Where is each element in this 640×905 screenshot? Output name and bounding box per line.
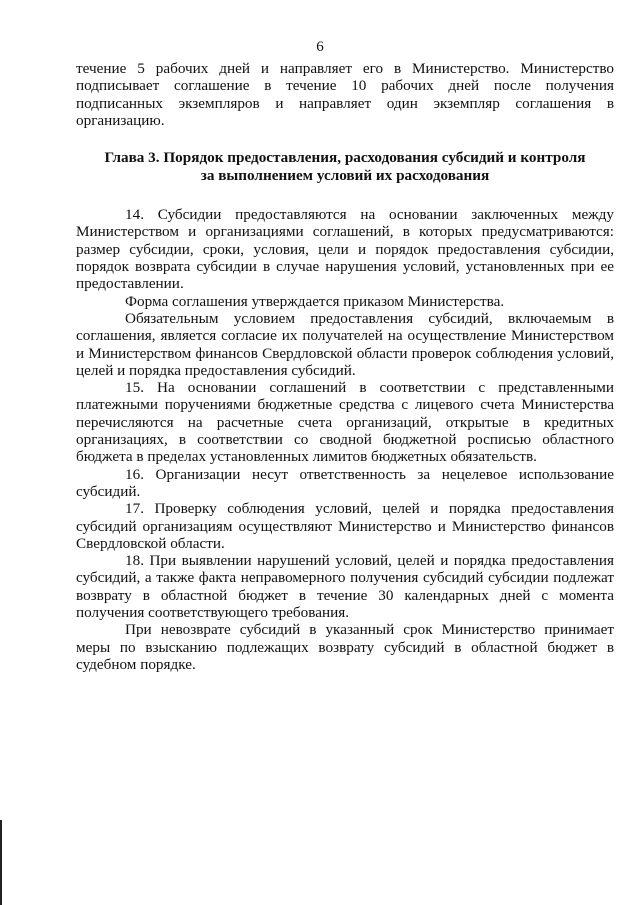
chapter-heading — [76, 149, 614, 184]
paragraph-18: 18. При выявлении нарушений условий, целей и порядка предоставления субсидий, а также факта неправомерного получения субсидий субсидии подлежат возврату в областной бюджет в течение 30 календарных дней с момента получения соответствующего требования. — [76, 552, 614, 622]
paragraph-16: 16. Организации несут ответственность за нецелевое использование субсидий. — [76, 465, 614, 500]
scan-edge-mark — [0, 820, 2, 905]
chapter-heading-line-1: Глава 3. Порядок предоставления, расходования субсидий и контроля — [104, 149, 586, 167]
paragraph-15: 15. На основании соглашений в соответствии с представленными платежными поручениями бюджетные средства с лицевого счета Министерства перечисляются на расчетные счета организаций, открытые в кредитных организациях, в соответствии со сводной бюджетной росписью областного бюджета в пределах установленных лимитов бюджетных обязательств. — [76, 379, 614, 466]
paragraph-17: 17. Проверку соблюдения условий, целей и порядка предоставления субсидий организациям осуществляют Министерство и Министерство финансов Свердловской области. — [76, 500, 614, 552]
paragraph-non-return: При невозврате субсидий в указанный срок Министерство принимает меры по взысканию подлежащих возврату субсидий в областной бюджет в судебном порядке. — [76, 621, 614, 673]
paragraph-mandatory-condition: Обязательным условием предоставления субсидий, включаемым в соглашения, является согласие их получателей на осуществление Министерством и Министерством финансов Свердловской области проверок соблюдения условий, целей и порядка предоставления субсидий. — [76, 309, 614, 379]
document-body — [76, 60, 614, 673]
chapter-heading-line-2: за выполнением условий их расходования — [200, 166, 490, 184]
paragraph-14: 14. Субсидии предоставляются на основании заключенных между Министерством и организациями соглашений, в которых предусматриваются: размер субсидии, сроки, условия, цели и порядок предоставления субсидии, порядок возврата субсидии в случае нарушения условий, установленных при ее предоставлении. — [76, 206, 614, 293]
paragraph-agreement-form: Форма соглашения утверждается приказом Министерства. — [125, 292, 505, 310]
paragraph-continuation: течение 5 рабочих дней и направляет его в Министерство. Министерство подписывает соглашение в течение 10 рабочих дней после получения подписанных экземпляров и направляет один экземпляр соглашения в организацию. — [76, 60, 614, 129]
page-number: 6 — [316, 39, 324, 55]
